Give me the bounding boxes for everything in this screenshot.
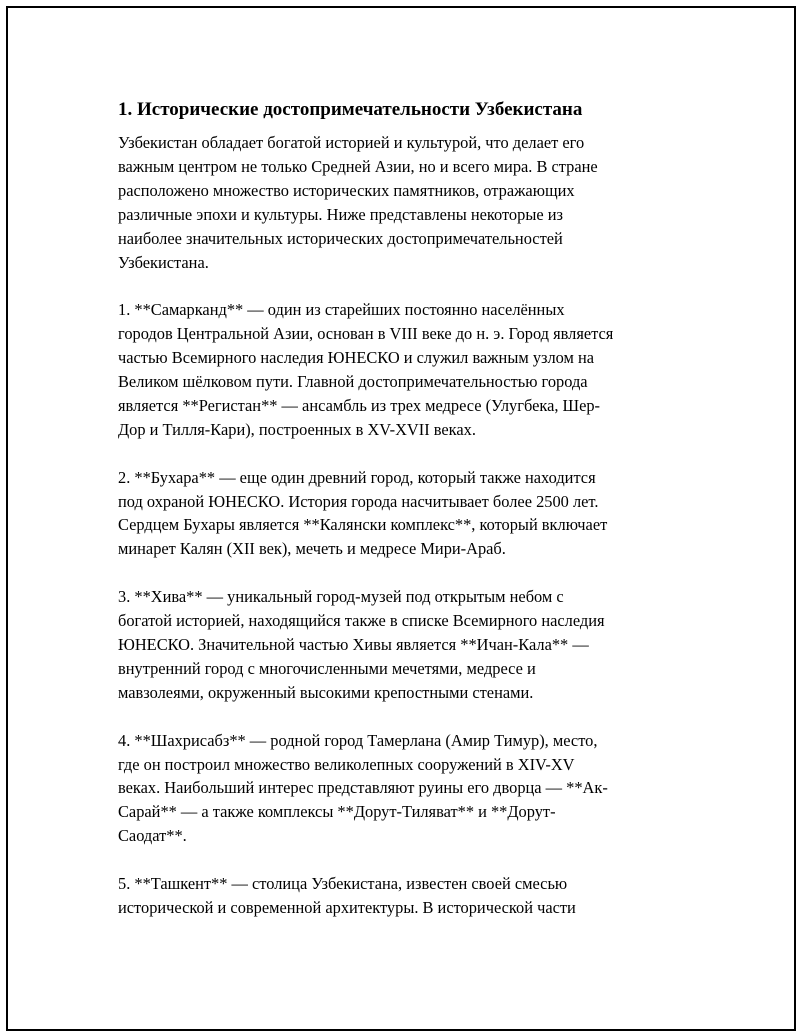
document-body: [118, 98, 693, 944]
list-item-1: [118, 298, 693, 441]
text-line: 2. **Бухара** — еще один древний город, который также находится: [118, 467, 596, 487]
text-line: где он построил множество великолепных сооружений в XIV-XV: [118, 754, 575, 774]
text-line: городов Центральной Азии, основан в VIII веке до н. э. Город является: [118, 324, 614, 344]
list-item-3: [118, 585, 693, 705]
text-line: Сердцем Бухары является **Калянски комплекс**, который включает: [118, 515, 608, 535]
text-line: мавзолеями, окруженный высокими крепостными стенами.: [118, 682, 534, 702]
paragraph-list: [118, 131, 693, 920]
text-line: богатой историей, находящийся также в списке Всемирного наследия: [118, 611, 605, 631]
text-line: исторической и современной архитектуры. В исторической части: [118, 897, 576, 917]
text-line: веках. Наибольший интерес представляют руины его дворца — **Ак-: [118, 778, 608, 798]
text-line: является **Регистан** — ансамбль из трех медресе (Улугбека, Шер-: [118, 395, 601, 415]
text-line: Узбекистан обладает богатой историей и культурой, что делает его: [118, 133, 585, 152]
text-line: Узбекистана.: [118, 252, 209, 272]
document-heading: 1. Исторические достопримечательности Узбекистана: [118, 99, 583, 120]
text-line: важным центром не только Средней Азии, но и всего мира. В стране: [118, 156, 598, 176]
text-line: Великом шёлковом пути. Главной достопримечательностью города: [118, 372, 588, 392]
list-item-2: [118, 466, 693, 562]
text-line: Дор и Тилля-Кари), построенных в XV-XVII веках.: [118, 419, 476, 439]
text-line: 4. **Шахрисабз** — родной город Тамерлана (Амир Тимур), место,: [118, 730, 598, 750]
text-line: минарет Калян (XII век), мечеть и медресе Мири-Араб.: [118, 539, 506, 559]
intro-paragraph: [118, 131, 693, 274]
text-line: 5. **Ташкент** — столица Узбекистана, известен своей смесью: [118, 874, 568, 894]
text-line: наиболее значительных исторических достопримечательностей: [118, 228, 563, 248]
list-item-5: [118, 872, 693, 920]
text-line: внутренний город с многочисленными мечетями, медресе и: [118, 658, 536, 678]
text-line: 1. **Самарканд** — один из старейших постоянно населённых: [118, 300, 565, 320]
text-line: Саодат**.: [118, 826, 187, 846]
text-line: ЮНЕСКО. Значительной частью Хивы является **Ичан-Кала** —: [118, 634, 589, 654]
text-line: Сарай** — а также комплексы **Дорут-Тиляват** и **Дорут-: [118, 802, 556, 822]
text-line: 3. **Хива** — уникальный город-музей под открытым небом с: [118, 587, 564, 607]
text-line: расположено множество исторических памятников, отражающих: [118, 180, 575, 200]
list-item-4: [118, 729, 693, 849]
text-line: различные эпохи и культуры. Ниже представлены некоторые из: [118, 204, 563, 224]
text-line: частью Всемирного наследия ЮНЕСКО и служил важным узлом на: [118, 348, 595, 368]
document-page: [6, 6, 796, 1031]
text-line: под охраной ЮНЕСКО. История города насчитывает более 2500 лет.: [118, 491, 599, 511]
